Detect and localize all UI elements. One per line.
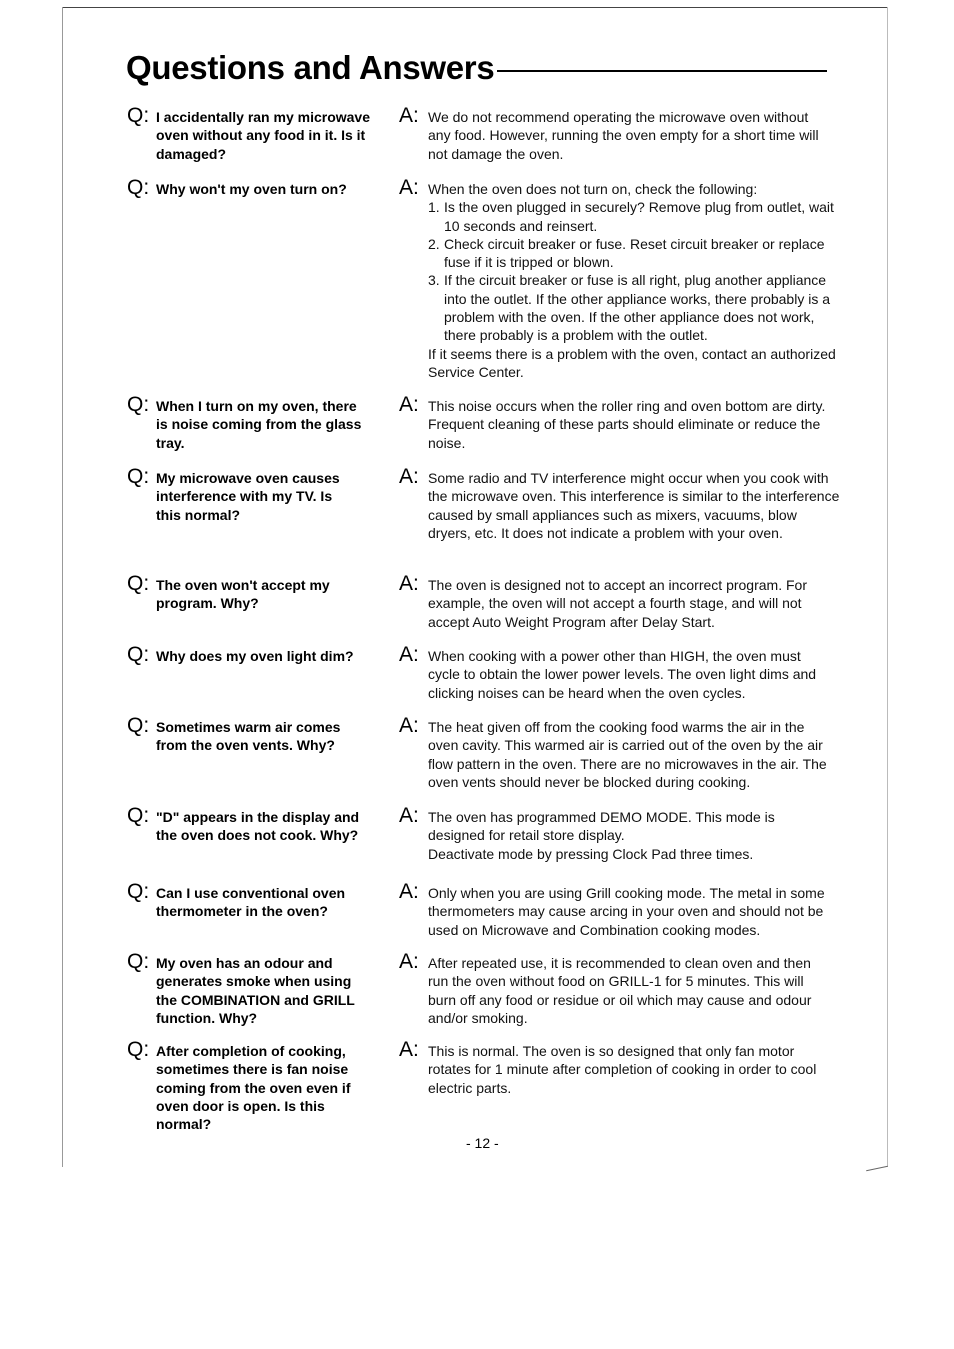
- answer-text: When cooking with a power other than HIGH, the oven must cycle to obtain the lower power levels. The oven light dims and clicking noises can be heard when the oven cycles.: [428, 648, 817, 701]
- question-text: Sometimes warm air comes from the oven vents. Why?: [156, 719, 341, 754]
- answer-checklist: [428, 198, 848, 344]
- question-marker: Q:: [127, 176, 150, 199]
- question-text: The oven won't accept my program. Why?: [156, 577, 330, 612]
- checklist-text: Is the oven plugged in securely? Remove plug from outlet, wait 10 seconds and reinsert.: [444, 199, 834, 234]
- question-text: "D" appears in the display and the oven does not cook. Why?: [156, 809, 360, 844]
- answer-text: We do not recommend operating the microwave oven without any food. However, running the oven empty for a short time will not damage the oven.: [428, 109, 819, 162]
- answer-text: After repeated use, it is recommended to clean oven and then run the oven without food on GRILL-1 for 5 minutes. This will burn off any food or residue or oil which may cause and odour and/or smoking.: [428, 955, 812, 1026]
- checklist-text: If the circuit breaker or fuse is all right, plug another appliance into the outlet. If the other appliance works, there probably is a problem with the oven. If the other appliance does not work, there probably is a problem with the outlet.: [444, 272, 831, 344]
- page-title: Questions and Answers: [126, 49, 495, 86]
- answer-marker: A:: [399, 950, 419, 973]
- question-marker: Q:: [127, 714, 150, 737]
- answer-text: Only when you are using Grill cooking mode. The metal in some thermometers may cause arcing in your oven and should not be used on Microwave and Combination cooking modes.: [428, 885, 825, 938]
- question-marker: Q:: [127, 880, 150, 903]
- question-text: My oven has an odour and generates smoke when using the COMBINATION and GRILL function. Why?: [156, 955, 355, 1026]
- page-border-left: [62, 7, 63, 1167]
- answer-text: The oven has programmed DEMO MODE. This mode is designed for retail store display.: [428, 809, 775, 844]
- page-border-right: [887, 7, 888, 1167]
- question-marker: Q:: [127, 1038, 150, 1061]
- checklist-item: [428, 271, 848, 344]
- question-marker: Q:: [127, 393, 150, 416]
- question-marker: Q:: [127, 643, 150, 666]
- answer-marker: A:: [399, 880, 419, 903]
- answer-marker: A:: [399, 176, 419, 199]
- answer-text: Some radio and TV interference might occur when you cook with the microwave oven. This interference is similar to the interference caused by small appliances such as mixers, vacuums, blow dryers, etc. It does not indicate a problem with your oven.: [428, 470, 840, 541]
- checklist-text: Check circuit breaker or fuse. Reset circuit breaker or replace fuse if it is tripped or blown.: [444, 235, 825, 271]
- checklist-number: 3.: [428, 272, 440, 289]
- question-marker: Q:: [127, 465, 150, 488]
- answer-marker: A:: [399, 465, 419, 488]
- page-number: - 12 -: [466, 1135, 499, 1151]
- question-marker: Q:: [127, 104, 150, 127]
- corner-mark: [866, 1166, 888, 1172]
- answer-marker: A:: [399, 804, 419, 827]
- answer-text: This noise occurs when the roller ring and oven bottom are dirty. Frequent cleaning of these parts should eliminate or reduce the noise.: [428, 398, 826, 451]
- question-text: Can I use conventional oven thermometer in the oven?: [156, 885, 346, 920]
- question-marker: Q:: [127, 804, 150, 827]
- question-text: My microwave oven causes interference with my TV. Is this normal?: [156, 470, 340, 523]
- answer-text: The oven is designed not to accept an incorrect program. For example, the oven will not accept a fourth stage, and will not accept Auto Weight Program after Delay Start.: [428, 577, 807, 630]
- answer-block: [428, 180, 848, 381]
- answer-outro: Deactivate mode by pressing Clock Pad three times.: [428, 845, 754, 862]
- checklist-number: 1.: [428, 199, 440, 216]
- answer-marker: A:: [399, 714, 419, 737]
- answer-marker: A:: [399, 1038, 419, 1061]
- answer-block: [428, 808, 798, 863]
- answer-marker: A:: [399, 104, 419, 127]
- answer-outro: If it seems there is a problem with the oven, contact an authorized Service Center.: [428, 345, 836, 380]
- question-text: Why won't my oven turn on?: [156, 181, 347, 197]
- checklist-item: [428, 235, 848, 272]
- checklist-item: [428, 198, 848, 235]
- page-border-top: [62, 7, 888, 8]
- question-text: When I turn on my oven, there is noise coming from the glass tray.: [156, 398, 362, 451]
- checklist-number: 2.: [428, 235, 440, 252]
- question-text: I accidentally ran my microwave oven without any food in it. Is it damaged?: [156, 109, 370, 162]
- answer-text: This is normal. The oven is so designed that only fan motor rotates for 1 minute after completion of cooking in order to cool electric parts.: [428, 1043, 817, 1096]
- answer-marker: A:: [399, 572, 419, 595]
- answer-text: The heat given off from the cooking food warms the air in the oven cavity. This warmed air is carried out of the oven by the air flow pattern in the oven. There are no microwaves in the air. The oven vents should never be blocked during cooking.: [428, 719, 827, 790]
- answer-marker: A:: [399, 643, 419, 666]
- question-text: After completion of cooking, sometimes there is fan noise coming from the oven even if oven door is open. Is this normal?: [156, 1043, 351, 1133]
- question-marker: Q:: [127, 950, 150, 973]
- answer-intro: When the oven does not turn on, check the following:: [428, 181, 758, 197]
- answer-marker: A:: [399, 393, 419, 416]
- question-text: Why does my oven light dim?: [156, 648, 354, 664]
- title-rule: [497, 70, 827, 72]
- question-marker: Q:: [127, 572, 150, 595]
